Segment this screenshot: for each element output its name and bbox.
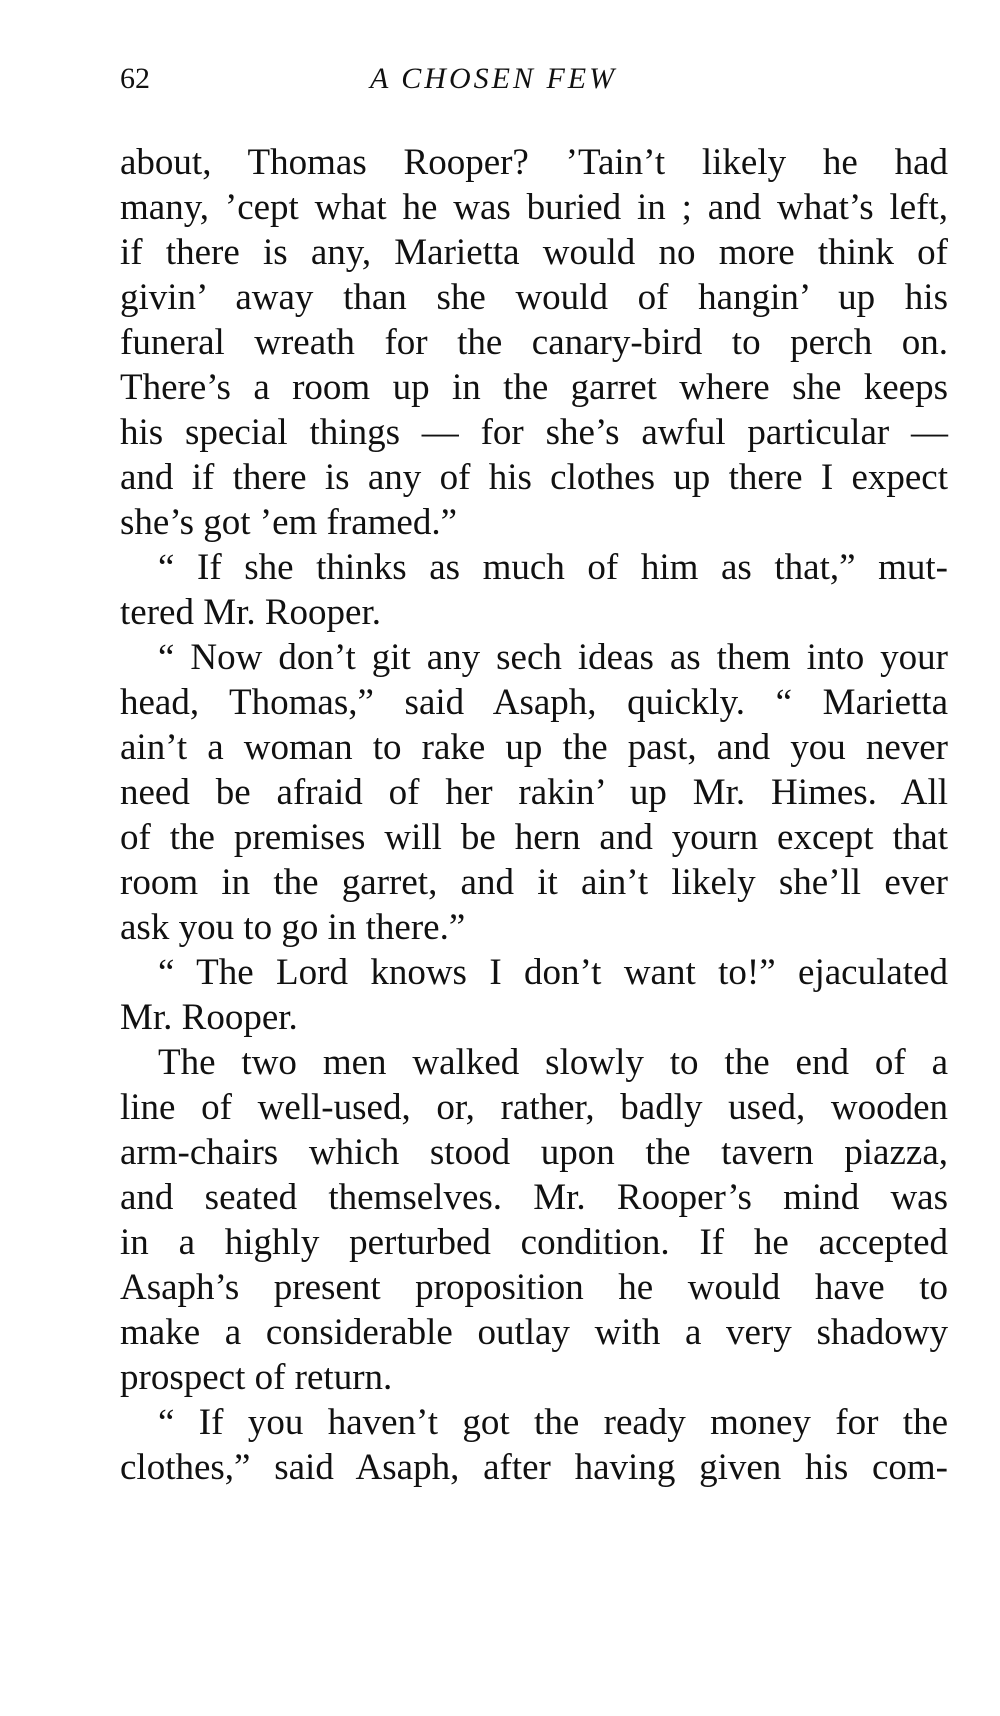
text-line: There’s a room up in the garret where she keeps — [120, 367, 948, 408]
text-line: head, Thomas,” said Asaph, quickly. “ Marietta — [120, 682, 948, 723]
text-line: ain’t a woman to rake up the past, and you never — [120, 727, 948, 768]
text-line: “ If you haven’t got the ready money for the — [158, 1402, 948, 1443]
book-title: A CHOSEN FEW — [370, 62, 618, 95]
text-line: prospect of return. — [120, 1357, 393, 1398]
text-line: his special things — for she’s awful particular — — [120, 412, 948, 453]
text-line: and if there is any of his clothes up there I expect — [120, 457, 948, 498]
text-line: if there is any, Marietta would no more think of — [120, 232, 948, 273]
text-line: need be afraid of her rakin’ up Mr. Himes. All — [120, 772, 948, 813]
text-line: and seated themselves. Mr. Rooper’s mind was — [120, 1177, 948, 1218]
text-line: many, ’cept what he was buried in ; and what’s left, — [120, 187, 948, 228]
text-line: arm-chairs which stood upon the tavern piazza, — [120, 1132, 948, 1173]
text-line: make a considerable outlay with a very shadowy — [120, 1312, 948, 1353]
text-line: line of well-used, or, rather, badly used, wooden — [120, 1087, 948, 1128]
text-line: room in the garret, and it ain’t likely she’ll ever — [120, 862, 948, 903]
running-head — [120, 62, 950, 102]
text-line: givin’ away than she would of hangin’ up his — [120, 277, 948, 318]
text-line: “ Now don’t git any sech ideas as them into your — [158, 637, 948, 678]
text-line: about, Thomas Rooper? ’Tain’t likely he had — [120, 142, 948, 183]
page-number: 62 — [120, 62, 150, 95]
text-line: Asaph’s present proposition he would have to — [120, 1267, 948, 1308]
text-line: in a highly perturbed condition. If he accepted — [120, 1222, 948, 1263]
text-line: of the premises will be hern and yourn except that — [120, 817, 948, 858]
text-line: Mr. Rooper. — [120, 997, 298, 1038]
text-line: The two men walked slowly to the end of a — [158, 1042, 948, 1083]
text-line: tered Mr. Rooper. — [120, 592, 382, 633]
text-line: she’s got ’em framed.” — [120, 502, 457, 543]
text-line: ask you to go in there.” — [120, 907, 466, 948]
text-line: “ The Lord knows I don’t want to!” ejaculated — [158, 952, 948, 993]
text-line: clothes,” said Asaph, after having given his com- — [120, 1447, 948, 1488]
text-line: funeral wreath for the canary-bird to perch on. — [120, 322, 948, 363]
text-line: “ If she thinks as much of him as that,” mut- — [158, 547, 948, 588]
body-text — [120, 140, 948, 1490]
